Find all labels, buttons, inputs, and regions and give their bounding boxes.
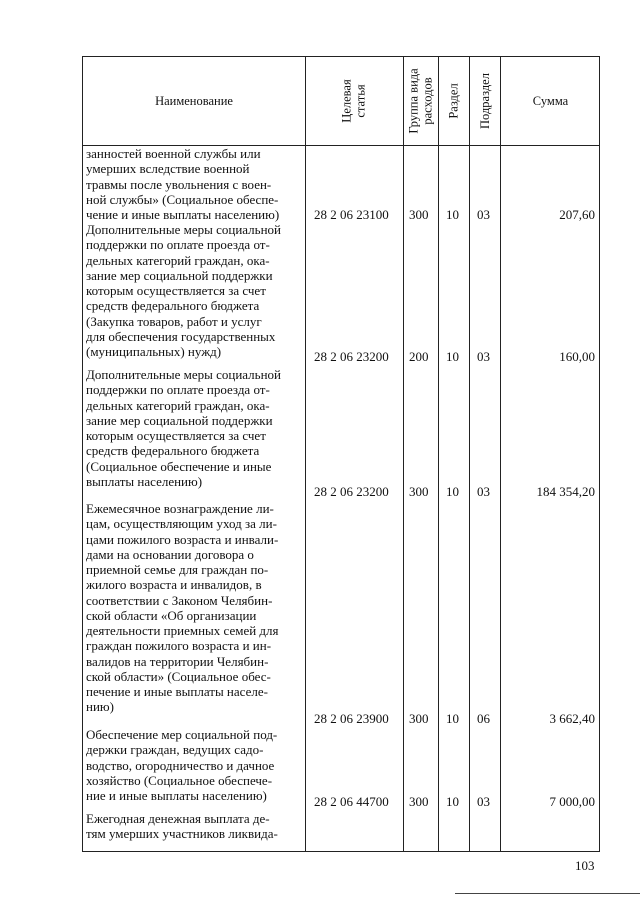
sum-value: 7 000,00 xyxy=(549,794,595,809)
page-number: 103 xyxy=(575,858,595,873)
header-sum xyxy=(500,57,601,145)
subsection-value: 03 xyxy=(477,484,490,499)
expense-group-value: 300 xyxy=(409,711,429,726)
header-target-line2: статья xyxy=(354,84,368,118)
text-line: дами на основании договора о xyxy=(86,546,254,562)
text-line: валидов на территории Челябин- xyxy=(86,653,269,669)
target-article-code: 28 2 06 23100 xyxy=(314,207,389,222)
text-line: Обеспечение мер социальной под- xyxy=(86,727,278,742)
text-line: печение и иные выплаты населе- xyxy=(86,684,268,699)
text-line: соответствии с Законом Челябин- xyxy=(86,592,273,608)
text-line: цам, осуществляющим уход за ли- xyxy=(86,516,277,532)
header-name-label: Наименование xyxy=(155,94,233,108)
text-line: поддержки по оплате проезда от- xyxy=(86,382,270,398)
sum-value: 3 662,40 xyxy=(549,711,595,726)
header-subsection xyxy=(469,57,500,145)
column-divider xyxy=(469,57,470,851)
section-value: 10 xyxy=(446,349,459,364)
budget-table xyxy=(82,56,600,852)
text-line: хозяйство (Социальное обеспече- xyxy=(86,772,273,788)
column-divider xyxy=(305,57,306,851)
table-row-name xyxy=(86,727,298,803)
header-sum-label: Сумма xyxy=(532,94,569,108)
column-divider xyxy=(438,57,439,851)
text-line: умерших вследствие военной xyxy=(86,161,250,177)
section-value: 10 xyxy=(446,484,459,499)
text-line: Ежегодная денежная выплата де- xyxy=(86,811,270,826)
text-line: средств федерального бюджета xyxy=(86,298,260,314)
text-line: держки граждан, ведущих садо- xyxy=(86,742,264,758)
text-line: средств федерального бюджета xyxy=(86,443,260,459)
text-line: (муниципальных) нужд) xyxy=(86,344,222,359)
text-line: травмы после увольнения с воен- xyxy=(86,176,272,192)
text-line: приемной семье для граждан по- xyxy=(86,562,269,577)
text-line: зание мер социальной поддержки xyxy=(86,412,273,428)
text-line: (Социальное обеспечение и иные xyxy=(86,458,272,474)
text-line: поддержки по оплате проезда от- xyxy=(86,237,270,253)
header-expense-group xyxy=(403,57,438,145)
text-line: водство, огородничество и дачное xyxy=(86,757,275,773)
column-divider xyxy=(403,57,404,851)
text-line: выплаты населению) xyxy=(86,473,203,489)
target-article-code: 28 2 06 23200 xyxy=(314,484,389,499)
header-group-line2: расходов xyxy=(420,77,435,125)
table-row-name xyxy=(86,811,298,842)
section-value: 10 xyxy=(446,207,459,222)
text-line: жилого возраста и инвалидов, в xyxy=(86,577,262,593)
sum-value: 160,00 xyxy=(559,349,595,364)
text-line: тям умерших участников ликвида- xyxy=(86,826,278,842)
header-name xyxy=(83,57,305,145)
header-subsection-label: Подраздел xyxy=(477,73,492,129)
text-line: занностей военной службы или xyxy=(86,146,261,161)
text-line: которым осуществляется за счет xyxy=(86,283,266,298)
sum-value: 184 354,20 xyxy=(536,484,595,499)
header-group-line1: Группа вида xyxy=(406,68,421,134)
subsection-value: 06 xyxy=(477,711,490,726)
table-row-name xyxy=(86,501,298,715)
text-line: для обеспечения государственных xyxy=(86,328,276,344)
column-divider xyxy=(500,57,501,851)
header-target-article xyxy=(305,57,403,145)
text-line: цами пожилого возраста и инвали- xyxy=(86,531,279,547)
text-line: ной службы» (Социальное обеспе- xyxy=(86,191,279,207)
text-line: нию) xyxy=(86,699,114,715)
expense-group-value: 200 xyxy=(409,349,429,364)
target-article-code: 28 2 06 23900 xyxy=(314,711,389,726)
header-section xyxy=(438,57,469,145)
text-line: Дополнительные меры социальной xyxy=(86,222,282,237)
expense-group-value: 300 xyxy=(409,794,429,809)
table-row-name xyxy=(86,222,298,359)
text-line: граждан пожилого возраста и ин- xyxy=(86,638,272,654)
text-line: чение и иные выплаты населению) xyxy=(86,207,280,222)
text-line: которым осуществляется за счет xyxy=(86,428,266,443)
header-target-line1: Целевая xyxy=(340,79,354,123)
footer-rule xyxy=(455,893,640,894)
subsection-value: 03 xyxy=(477,207,490,222)
section-value: 10 xyxy=(446,711,459,726)
text-line: ской области «Об организации xyxy=(86,607,257,623)
section-value: 10 xyxy=(446,794,459,809)
subsection-value: 03 xyxy=(477,794,490,809)
header-section-label: Раздел xyxy=(446,83,461,119)
text-line: Дополнительные меры социальной xyxy=(86,367,282,382)
text-line: дельных категорий граждан, ока- xyxy=(86,397,270,413)
text-line: ние и иные выплаты населению) xyxy=(86,788,267,803)
table-row-name xyxy=(86,146,298,222)
text-line: деятельности приемных семей для xyxy=(86,623,279,638)
subsection-value: 03 xyxy=(477,349,490,364)
target-article-code: 28 2 06 23200 xyxy=(314,349,389,364)
text-line: дельных категорий граждан, ока- xyxy=(86,252,270,268)
expense-group-value: 300 xyxy=(409,207,429,222)
sum-value: 207,60 xyxy=(559,207,595,222)
target-article-code: 28 2 06 44700 xyxy=(314,794,389,809)
text-line: ской области» (Социальное обес- xyxy=(86,668,271,684)
text-line: Ежемесячное вознаграждение ли- xyxy=(86,501,274,516)
text-line: зание мер социальной поддержки xyxy=(86,267,273,283)
text-line: (Закупка товаров, работ и услуг xyxy=(86,313,262,329)
expense-group-value: 300 xyxy=(409,484,429,499)
table-row-name xyxy=(86,367,298,489)
